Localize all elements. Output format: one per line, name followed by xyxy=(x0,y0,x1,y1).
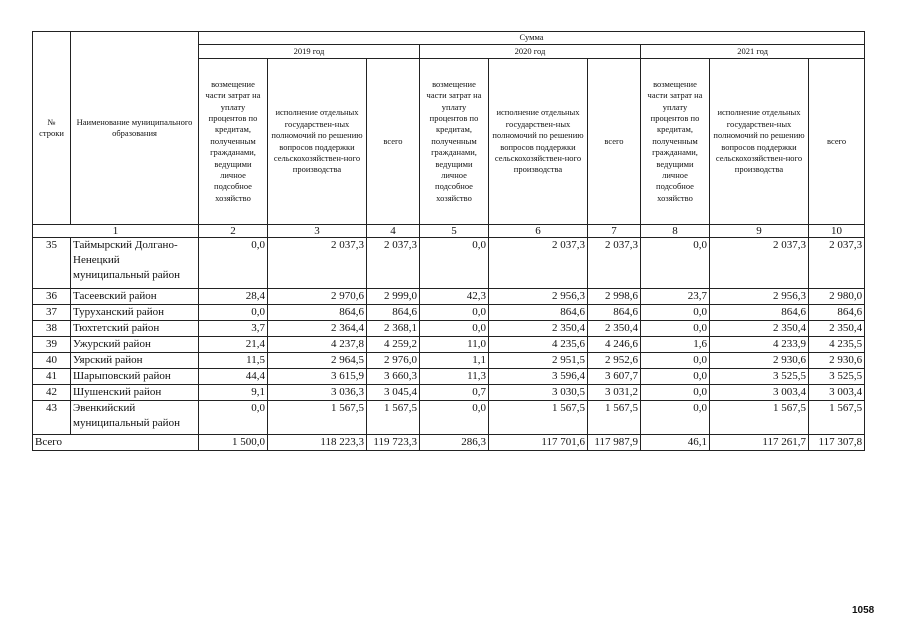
budget-table xyxy=(32,31,865,451)
table-row xyxy=(33,385,865,401)
value-cell: 1 567,5 xyxy=(809,401,865,435)
value-cell: 1 567,5 xyxy=(367,401,420,435)
value-cell: 0,0 xyxy=(641,385,710,401)
value-cell: 3 660,3 xyxy=(367,369,420,385)
total-value: 46,1 xyxy=(641,435,710,451)
municipality-name: Уярский район xyxy=(71,353,199,369)
row-number-header: № строки xyxy=(33,32,71,225)
value-cell: 4 235,5 xyxy=(809,337,865,353)
row-number: 43 xyxy=(33,401,71,435)
total-row xyxy=(33,435,865,451)
value-cell: 4 235,6 xyxy=(489,337,588,353)
value-cell: 2 350,4 xyxy=(489,321,588,337)
column-number: 8 xyxy=(641,225,710,238)
value-cell: 0,0 xyxy=(641,238,710,289)
row-number: 35 xyxy=(33,238,71,289)
interest-header: возмещение части затрат на уплату процентов по кредитам, полученным гражданами, ведущими личное подсобное хозяйство xyxy=(420,59,489,225)
row-number: 42 xyxy=(33,385,71,401)
value-cell: 2 350,4 xyxy=(588,321,641,337)
value-cell: 2 368,1 xyxy=(367,321,420,337)
value-cell: 23,7 xyxy=(641,289,710,305)
municipality-name: Таймырский Долгано-Ненецкий муниципальный район xyxy=(71,238,199,289)
row-number: 40 xyxy=(33,353,71,369)
total-value: 117 701,6 xyxy=(489,435,588,451)
value-cell: 2 037,3 xyxy=(268,238,367,289)
value-cell: 1 567,5 xyxy=(710,401,809,435)
value-cell: 2 980,0 xyxy=(809,289,865,305)
value-cell: 2 952,6 xyxy=(588,353,641,369)
column-number: 2 xyxy=(199,225,268,238)
value-cell: 3 031,2 xyxy=(588,385,641,401)
value-cell: 4 233,9 xyxy=(710,337,809,353)
interest-header: возмещение части затрат на уплату процентов по кредитам, полученным гражданами, ведущими личное подсобное хозяйство xyxy=(641,59,710,225)
value-cell: 3 003,4 xyxy=(809,385,865,401)
column-number: 5 xyxy=(420,225,489,238)
municipality-name-header: Наименование муниципального образования xyxy=(71,32,199,225)
column-number: 1 xyxy=(33,225,199,238)
powers-header: исполнение отдельных государствен-ных полномочий по решению вопросов поддержки сельскохозяйствен-ного производства xyxy=(489,59,588,225)
table-row xyxy=(33,321,865,337)
value-cell: 3,7 xyxy=(199,321,268,337)
value-cell: 0,0 xyxy=(420,321,489,337)
column-numbers-row xyxy=(33,225,865,238)
municipality-name: Эвенкийский муниципальный район xyxy=(71,401,199,435)
value-cell: 0,0 xyxy=(199,401,268,435)
municipality-name: Ужурский район xyxy=(71,337,199,353)
value-cell: 4 246,6 xyxy=(588,337,641,353)
value-cell: 44,4 xyxy=(199,369,268,385)
column-number: 4 xyxy=(367,225,420,238)
value-cell: 2 964,5 xyxy=(268,353,367,369)
row-number: 37 xyxy=(33,305,71,321)
value-cell: 2 930,6 xyxy=(710,353,809,369)
value-cell: 0,0 xyxy=(199,305,268,321)
value-cell: 864,6 xyxy=(588,305,641,321)
column-number: 7 xyxy=(588,225,641,238)
table-row xyxy=(33,401,865,435)
value-cell: 2 951,5 xyxy=(489,353,588,369)
value-cell: 3 036,3 xyxy=(268,385,367,401)
value-cell: 2 350,4 xyxy=(710,321,809,337)
value-cell: 864,6 xyxy=(489,305,588,321)
value-cell: 3 525,5 xyxy=(710,369,809,385)
value-cell: 0,0 xyxy=(641,369,710,385)
value-cell: 11,0 xyxy=(420,337,489,353)
total-value: 117 307,8 xyxy=(809,435,865,451)
value-cell: 2 350,4 xyxy=(809,321,865,337)
interest-header: возмещение части затрат на уплату процентов по кредитам, полученным гражданами, ведущими личное подсобное хозяйство xyxy=(199,59,268,225)
value-cell: 9,1 xyxy=(199,385,268,401)
year-2020-header: 2020 год xyxy=(420,45,641,59)
value-cell: 4 259,2 xyxy=(367,337,420,353)
table-row xyxy=(33,337,865,353)
year-2021-header: 2021 год xyxy=(641,45,865,59)
value-cell: 0,0 xyxy=(641,401,710,435)
value-cell: 864,6 xyxy=(367,305,420,321)
value-cell: 0,0 xyxy=(641,321,710,337)
row-number: 38 xyxy=(33,321,71,337)
total-value: 1 500,0 xyxy=(199,435,268,451)
table-row xyxy=(33,305,865,321)
value-cell: 1 567,5 xyxy=(268,401,367,435)
value-cell: 11,5 xyxy=(199,353,268,369)
value-cell: 1 567,5 xyxy=(588,401,641,435)
value-cell: 864,6 xyxy=(268,305,367,321)
value-cell: 2 037,3 xyxy=(489,238,588,289)
value-cell: 2 956,3 xyxy=(710,289,809,305)
value-cell: 3 525,5 xyxy=(809,369,865,385)
value-cell: 2 999,0 xyxy=(367,289,420,305)
page-number: 1058 xyxy=(852,605,875,616)
value-cell: 42,3 xyxy=(420,289,489,305)
value-cell: 0,0 xyxy=(420,305,489,321)
value-cell: 3 030,5 xyxy=(489,385,588,401)
value-cell: 2 037,3 xyxy=(710,238,809,289)
value-cell: 0,7 xyxy=(420,385,489,401)
table-row xyxy=(33,353,865,369)
value-cell: 0,0 xyxy=(420,401,489,435)
total-value: 286,3 xyxy=(420,435,489,451)
value-cell: 1 567,5 xyxy=(489,401,588,435)
value-cell: 4 237,8 xyxy=(268,337,367,353)
value-cell: 2 930,6 xyxy=(809,353,865,369)
total-value: 117 261,7 xyxy=(710,435,809,451)
value-cell: 0,0 xyxy=(420,238,489,289)
sum-header: Сумма xyxy=(199,32,865,45)
municipality-name: Тасеевский район xyxy=(71,289,199,305)
value-cell: 3 596,4 xyxy=(489,369,588,385)
value-cell: 1,6 xyxy=(641,337,710,353)
row-number: 36 xyxy=(33,289,71,305)
powers-header: исполнение отдельных государствен-ных полномочий по решению вопросов поддержки сельскохозяйствен-ного производства xyxy=(710,59,809,225)
municipality-name: Шушенский район xyxy=(71,385,199,401)
powers-header: исполнение отдельных государствен-ных полномочий по решению вопросов поддержки сельскохозяйствен-ного производства xyxy=(268,59,367,225)
total-header: всего xyxy=(588,59,641,225)
value-cell: 0,0 xyxy=(641,305,710,321)
value-cell: 2 956,3 xyxy=(489,289,588,305)
table-row xyxy=(33,289,865,305)
value-cell: 3 615,9 xyxy=(268,369,367,385)
total-value: 119 723,3 xyxy=(367,435,420,451)
value-cell: 864,6 xyxy=(710,305,809,321)
value-cell: 1,1 xyxy=(420,353,489,369)
value-cell: 2 037,3 xyxy=(367,238,420,289)
value-cell: 2 998,6 xyxy=(588,289,641,305)
municipality-name: Тюхтетский район xyxy=(71,321,199,337)
value-cell: 2 037,3 xyxy=(809,238,865,289)
row-number: 41 xyxy=(33,369,71,385)
column-number: 10 xyxy=(809,225,865,238)
value-cell: 3 607,7 xyxy=(588,369,641,385)
value-cell: 2 970,6 xyxy=(268,289,367,305)
value-cell: 28,4 xyxy=(199,289,268,305)
value-cell: 3 045,4 xyxy=(367,385,420,401)
total-value: 118 223,3 xyxy=(268,435,367,451)
row-number: 39 xyxy=(33,337,71,353)
value-cell: 2 976,0 xyxy=(367,353,420,369)
total-header: всего xyxy=(809,59,865,225)
table-row xyxy=(33,369,865,385)
column-number: 9 xyxy=(710,225,809,238)
table-row xyxy=(33,238,865,289)
total-value: 117 987,9 xyxy=(588,435,641,451)
value-cell: 21,4 xyxy=(199,337,268,353)
value-cell: 0,0 xyxy=(641,353,710,369)
value-cell: 864,6 xyxy=(809,305,865,321)
total-label: Всего xyxy=(33,435,199,451)
column-number: 3 xyxy=(268,225,367,238)
value-cell: 11,3 xyxy=(420,369,489,385)
municipality-name: Туруханский район xyxy=(71,305,199,321)
year-2019-header: 2019 год xyxy=(199,45,420,59)
value-cell: 0,0 xyxy=(199,238,268,289)
value-cell: 3 003,4 xyxy=(710,385,809,401)
value-cell: 2 364,4 xyxy=(268,321,367,337)
total-header: всего xyxy=(367,59,420,225)
municipality-name: Шарыповский район xyxy=(71,369,199,385)
value-cell: 2 037,3 xyxy=(588,238,641,289)
column-number: 6 xyxy=(489,225,588,238)
